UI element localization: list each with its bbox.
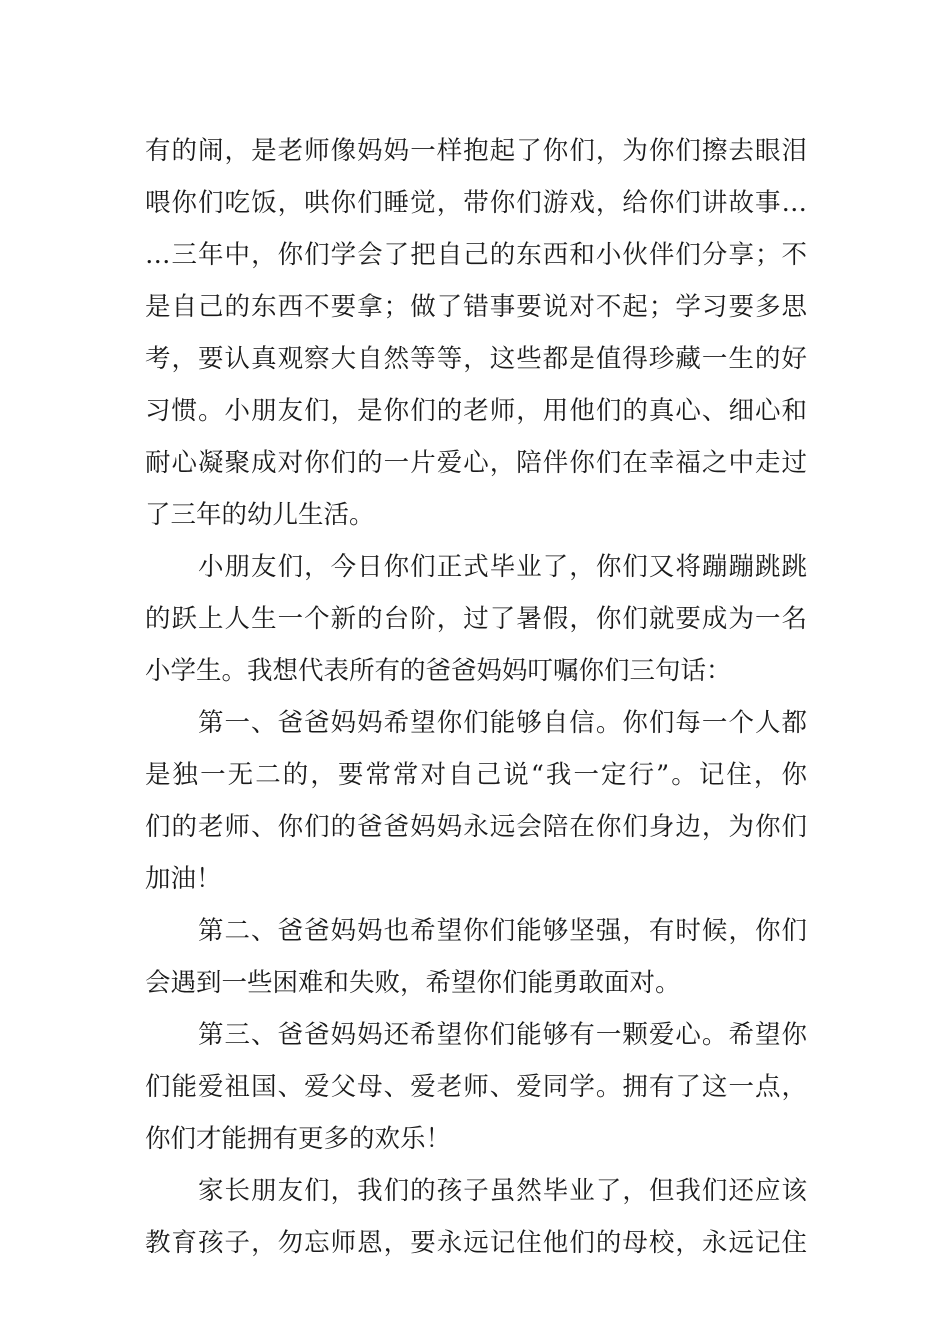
text-line: 小朋友们，今日你们正式毕业了，你们又将蹦蹦跳跳 bbox=[198, 552, 807, 582]
text-line: 会遇到一些困难和失败，希望你们能勇敢面对。 bbox=[145, 968, 681, 998]
text-line: 你们才能拥有更多的欢乐！ bbox=[145, 1124, 452, 1154]
text-line: 小学生。我想代表所有的爸爸妈妈叮嘱你们三句话： bbox=[145, 656, 732, 686]
text-line: 教育孩子，勿忘师恩，要永远记住他们的母校，永远记住 bbox=[145, 1228, 807, 1258]
text-line: 们的老师、你们的爸爸妈妈永远会陪在你们身边，为你们 bbox=[145, 812, 807, 842]
text-line: 们能爱祖国、爱父母、爱老师、爱同学。拥有了这一点， bbox=[145, 1072, 807, 1102]
text-line: 是自己的东西不要拿；做了错事要说对不起；学习要多思 bbox=[145, 292, 807, 322]
text-line: 考，要认真观察大自然等等，这些都是值得珍藏一生的好 bbox=[145, 344, 807, 374]
text-line: 习惯。小朋友们，是你们的老师，用他们的真心、细心和 bbox=[145, 396, 807, 426]
text-line: 了三年的幼儿生活。 bbox=[145, 500, 375, 530]
text-line: 喂你们吃饭，哄你们睡觉，带你们游戏，给你们讲故事… bbox=[145, 188, 807, 218]
text-line: 第二、爸爸妈妈也希望你们能够坚强，有时候，你们 bbox=[198, 916, 807, 946]
text-line: 第一、爸爸妈妈希望你们能够自信。你们每一个人都 bbox=[198, 708, 807, 738]
text-line: 加油！ bbox=[145, 864, 222, 894]
text-line: 有的闹，是老师像妈妈一样抱起了你们，为你们擦去眼泪 bbox=[145, 136, 807, 166]
text-line: 耐心凝聚成对你们的一片爱心，陪伴你们在幸福之中走过 bbox=[145, 448, 807, 478]
text-line: 是独一无二的，要常常对自己说“我一定行”。记住，你 bbox=[145, 760, 807, 790]
text-line: 的跃上人生一个新的台阶，过了暑假，你们就要成为一名 bbox=[145, 604, 807, 634]
text-line: …三年中，你们学会了把自己的东西和小伙伴们分享；不 bbox=[145, 240, 807, 270]
text-line: 第三、爸爸妈妈还希望你们能够有一颗爱心。希望你 bbox=[198, 1020, 807, 1050]
body-text bbox=[145, 125, 807, 1269]
text-line: 家长朋友们，我们的孩子虽然毕业了，但我们还应该 bbox=[198, 1176, 807, 1206]
